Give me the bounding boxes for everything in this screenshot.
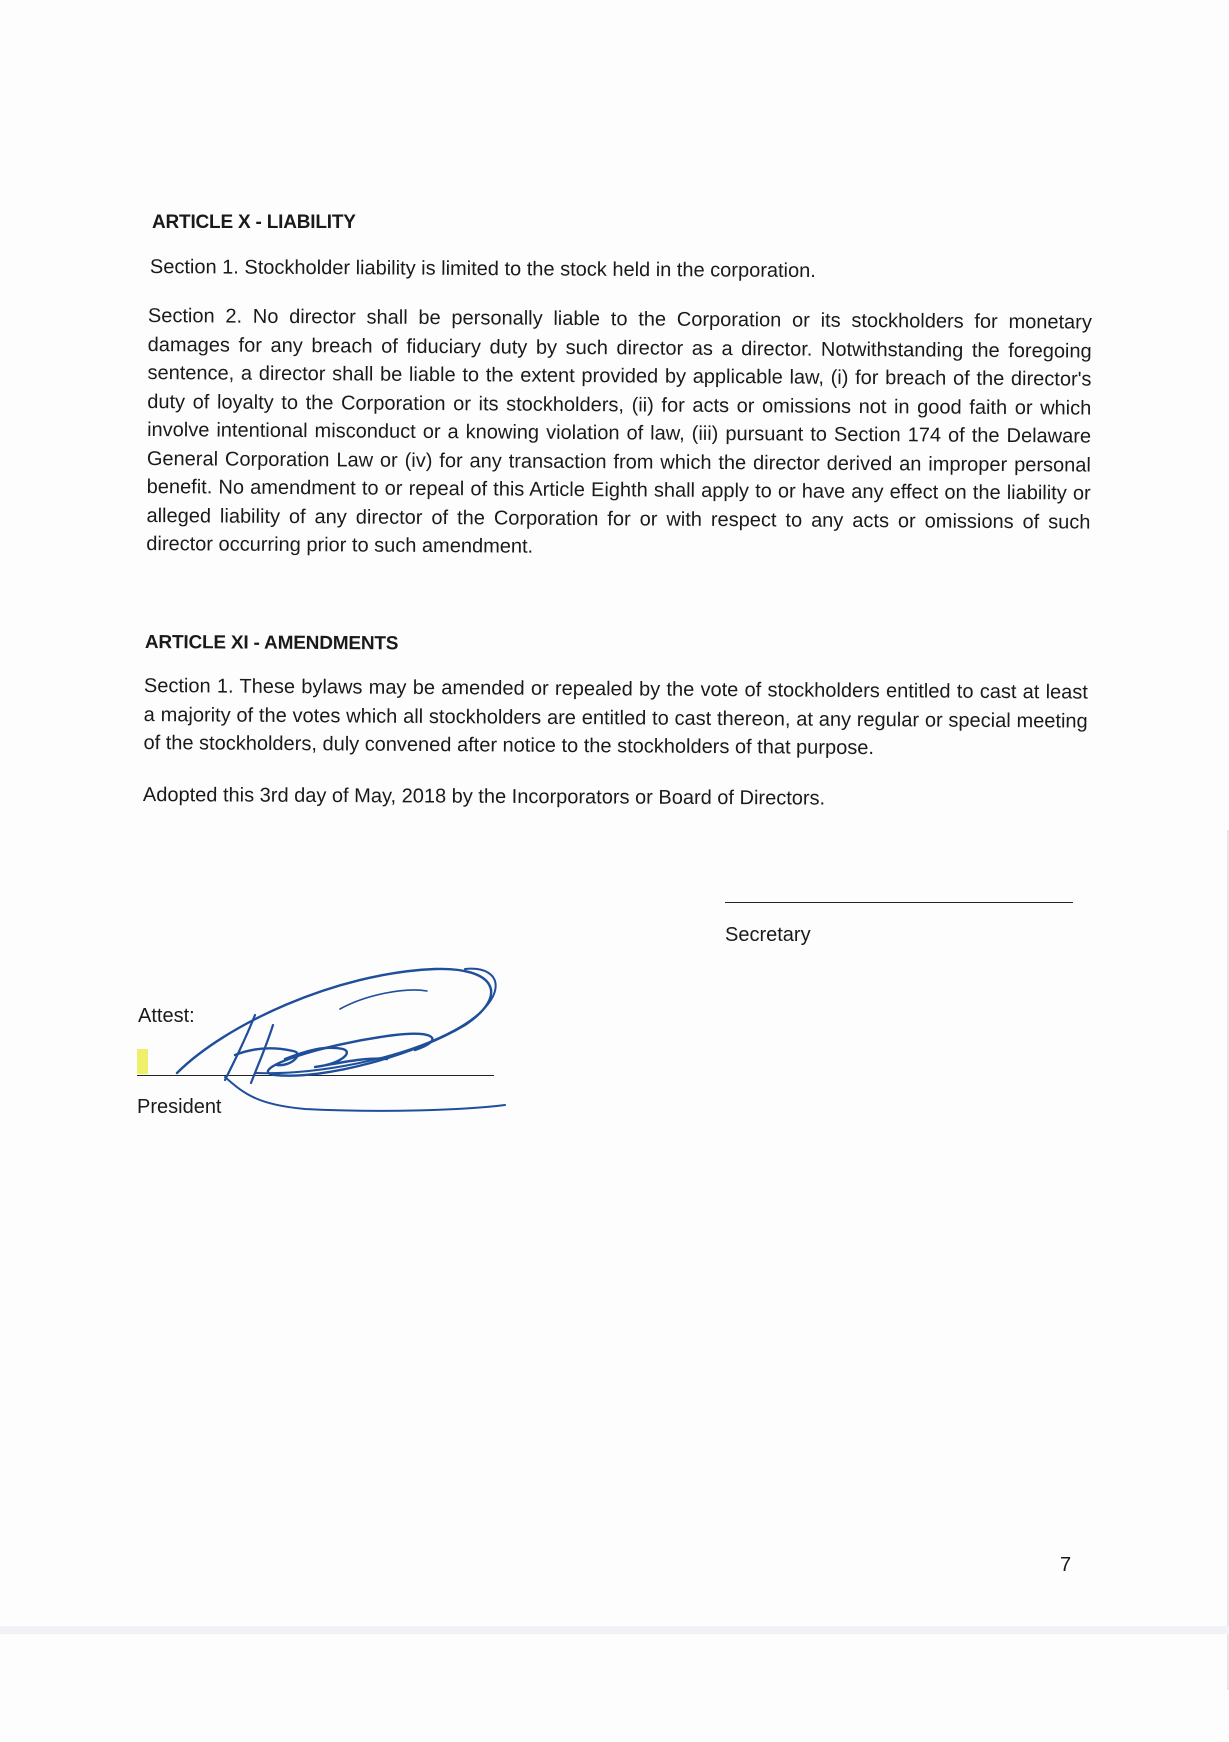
article-x-heading: ARTICLE X - LIABILITY xyxy=(152,212,356,233)
president-signature xyxy=(165,955,570,1130)
secretary-label: Secretary xyxy=(725,924,811,946)
article-x-section-2: Section 2. No director shall be personally liable to the Corporation or its stockholders for monetary damages for any breach of fiduciary duty by such director as a director. Notwithstanding the foregoing sentence, a director shall be liable to the extent provided by applicable law, (i) for breach of the director's duty of loyalty to the Corporation or its stockholders, (ii) for acts or omissions not in good faith or which involve intentional misconduct or a knowing violation of law, (iii) pursuant to Section 174 of the Delaware General Corporation Law or (iv) for any transaction from which the director derived an improper personal benefit. No amendment to or repeal of this Article Eighth shall apply to or have any effect on the liability or alleged liability of any director of the Corporation for or with respect to any acts or omissions of such director occurring prior to such amendment. xyxy=(146,304,1092,558)
scan-band xyxy=(0,1626,1229,1634)
highlight-mark xyxy=(137,1049,148,1074)
attest-label: Attest: xyxy=(138,1005,195,1027)
article-x-section-1: Section 1. Stockholder liability is limited to the stock held in the corporation. xyxy=(149,256,816,283)
president-label: President xyxy=(137,1096,222,1118)
page-number: 7 xyxy=(1060,1554,1072,1576)
secretary-signature-line xyxy=(725,902,1073,903)
adoption-statement: Adopted this 3rd day of May, 2018 by the Incorporators or Board of Directors. xyxy=(142,784,826,810)
article-xi-heading: ARTICLE XI - AMENDMENTS xyxy=(144,632,399,655)
article-xi-section-1: Section 1. These bylaws may be amended or repealed by the vote of stockholders entitled to cast at least a majority of the votes which all stockholders are entitled to cast thereon, at any regular or special meeting of the stockholders, duly convened after notice to the stockholders of that purpose. xyxy=(143,674,1088,760)
